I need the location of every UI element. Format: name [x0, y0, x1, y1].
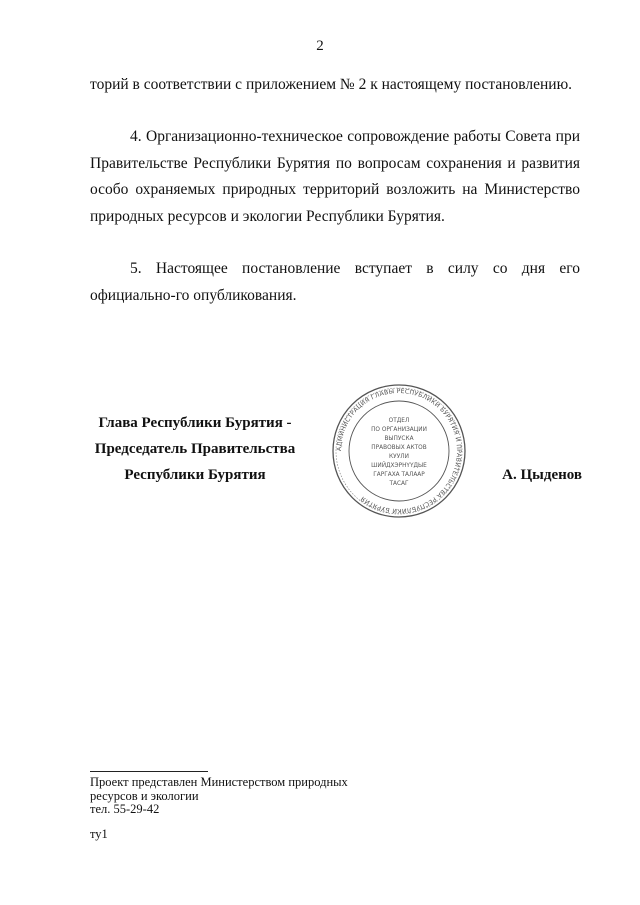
footer-line-1: Проект представлен Министерством природных: [90, 775, 348, 789]
footer-divider: [90, 771, 208, 772]
seal-line-6: ШИЙДХЭРНҮҮДЫЕ: [371, 463, 427, 469]
signature-title-line-3: Республики Бурятия: [124, 467, 266, 483]
seal-line-1: ОТДЕЛ: [388, 418, 410, 424]
seal-line-3: ВЫПУСКА: [384, 436, 414, 442]
official-seal: [331, 383, 467, 519]
seal-line-2: ПО ОРГАНИЗАЦИИ: [371, 427, 427, 433]
seal-line-8: ТАСАГ: [389, 481, 409, 487]
seal-line-4: ПРАВОВЫХ АКТОВ: [371, 445, 427, 451]
signature-title-line-2: Председатель Правительства: [94, 441, 296, 457]
typist-code: ту1: [90, 827, 108, 841]
paragraph-item-5: 5. Настоящее постановление вступает в силу со дня его официально-го опубликования.: [90, 260, 580, 304]
seal-line-5: КУУЛИ: [389, 454, 409, 460]
footer-note: [90, 776, 348, 817]
signature-title-line-1: Глава Республики Бурятия -: [98, 415, 292, 431]
seal-outer-text-path: АДМИНИСТРАЦИЯ ГЛАВЫ РЕСПУБЛИКИ БУРЯТИЯ И ПРАВИТЕЛЬСТВА РЕСПУБЛИКИ БУРЯТИЯ: [335, 387, 463, 515]
signature-title-block: [90, 410, 300, 488]
paragraph-item-4: 4. Организационно-техническое сопровождение работы Совета при Правительстве Республики Бурятия по вопросам сохранения и развития особо охраняемых природных территорий возложить на Министерство природных ресурсов и экологии Республики Бурятия.: [90, 128, 580, 225]
footer-line-2: ресурсов и экологии: [90, 788, 199, 803]
footer-line-3: тел. 55-29-42: [90, 802, 160, 816]
signature-name: А. Цыденов: [502, 467, 582, 483]
page-number: 2: [316, 38, 324, 54]
paragraph-continuation: торий в соответствии с приложением № 2 к настоящему постановлению.: [90, 76, 573, 93]
seal-line-7: ГАРГАХА ТАЛААР: [373, 472, 425, 478]
